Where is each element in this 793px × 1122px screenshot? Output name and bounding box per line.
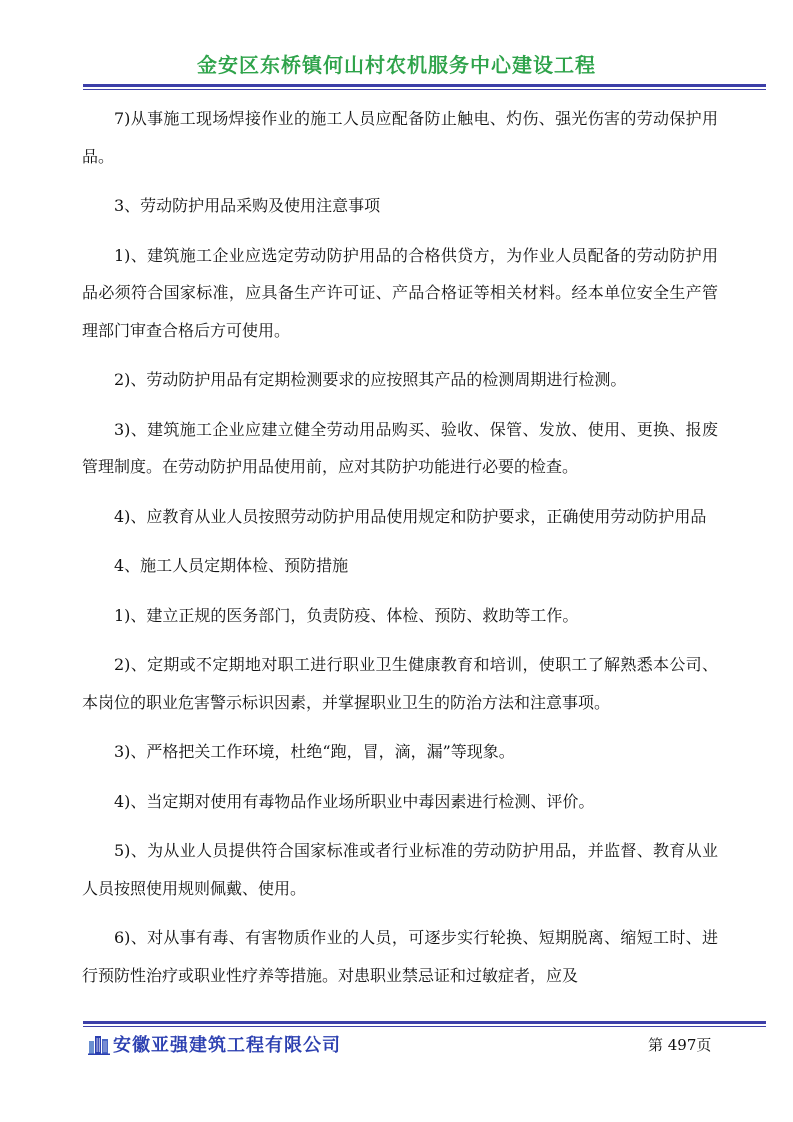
header-rule-thick xyxy=(83,84,766,87)
footer-company xyxy=(88,1032,341,1056)
footer-rule-thin xyxy=(83,1026,766,1027)
paragraph: 3)、严格把关工作环境，杜绝“跑，冒，滴，漏”等现象。 xyxy=(114,742,515,761)
footer-rule-thick xyxy=(83,1021,766,1024)
paragraph: 4)、当定期对使用有毒物品作业场所职业中毒因素进行检测、评价。 xyxy=(114,791,595,811)
paragraph: 4)、应教育从业人员按照劳动防护用品使用规定和防护要求，正确使用劳动防护用品 xyxy=(114,506,707,526)
paragraph: 5)、为从业人员提供符合国家标准或者行业标准的劳动防护用品，并监督、教育从业人员按照使用规则佩戴、使用。 xyxy=(82,841,718,898)
paragraph: 6)、对从事有毒、有害物质作业的人员，可逐步实行轮换、短期脱离、缩短工时、进行预防性治疗或职业性疗养等措施。对患职业禁忌证和过敏症者，应及 xyxy=(82,928,718,985)
paragraph: 1)、建筑施工企业应选定劳动防护用品的合格供贷方，为作业人员配备的劳动防护用品必须符合国家标准，应具备生产许可证、产品合格证等相关材料。经本单位安全生产管理部门审查合格后方可使用。 xyxy=(82,245,718,340)
document-body xyxy=(82,100,718,1006)
header-title: 金安区东桥镇何山村农机服务中心建设工程 xyxy=(197,53,596,77)
paragraph: 1)、建立正规的医务部门，负责防疫、体检、预防、救助等工作。 xyxy=(114,605,579,625)
building-icon xyxy=(88,1033,110,1055)
header-rule-thin xyxy=(83,89,766,90)
section-heading: 4、施工人员定期体检、预防措施 xyxy=(114,556,349,575)
company-name: 安徽亚强建筑工程有限公司 xyxy=(113,1035,341,1056)
paragraph: 2)、定期或不定期地对职工进行职业卫生健康教育和培训，使职工了解熟悉本公司、本岗位的职业危害警示标识因素，并掌握职业卫生的防治方法和注意事项。 xyxy=(82,655,718,712)
section-heading: 3、劳动防护用品采购及使用注意事项 xyxy=(114,196,381,215)
paragraph: 3)、建筑施工企业应建立健全劳动用品购买、验收、保管、发放、使用、更换、报废管理制度。在劳动防护用品使用前，应对其防护功能进行必要的检查。 xyxy=(82,419,718,476)
paragraph: 2)、劳动防护用品有定期检测要求的应按照其产品的检测周期进行检测。 xyxy=(114,370,627,389)
paragraph: 7)从事施工现场焊接作业的施工人员应配备防止触电、灼伤、强光伤害的劳动保护用品。 xyxy=(82,109,718,166)
page-number: 第 497页 xyxy=(648,1036,712,1054)
